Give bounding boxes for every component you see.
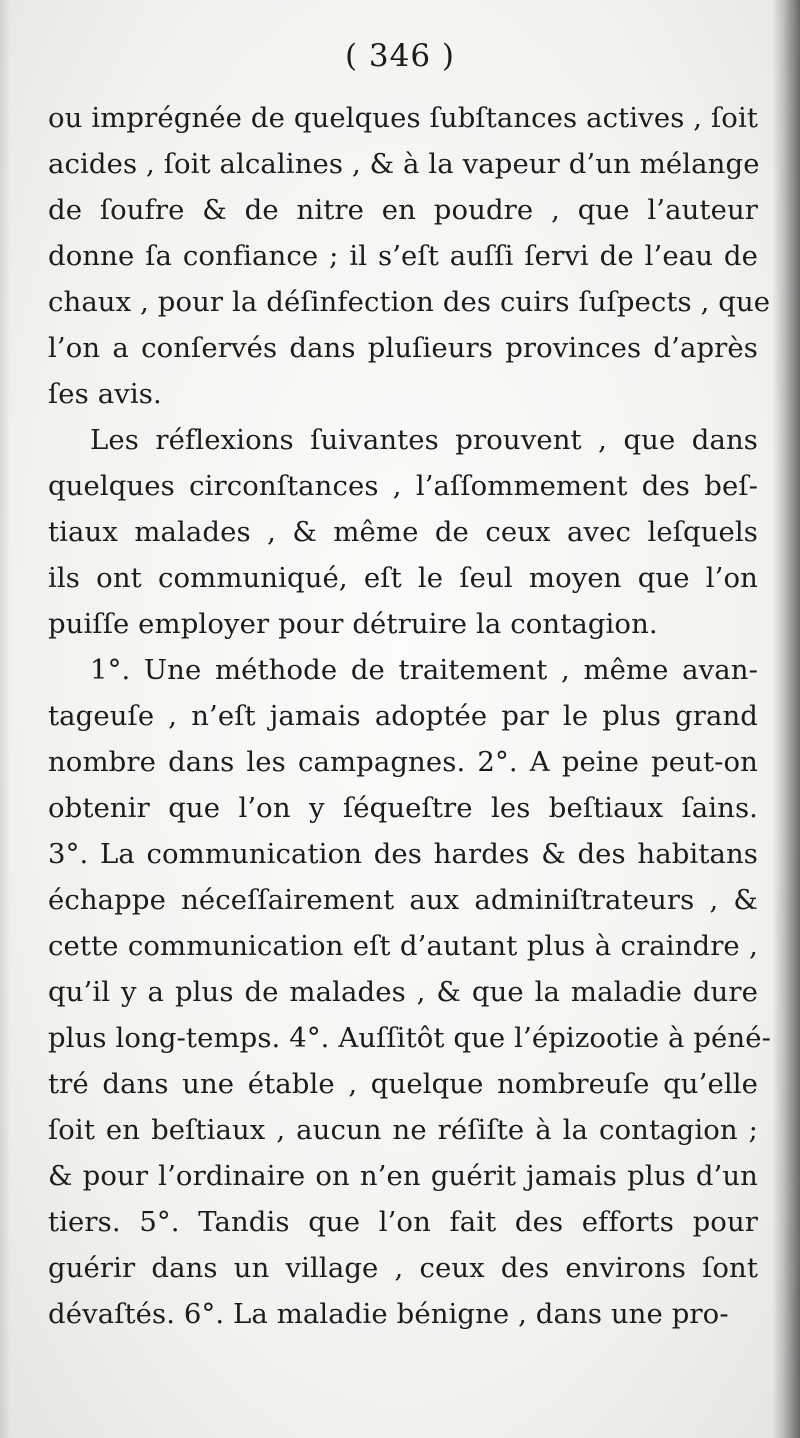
page-body-text [48,95,771,1337]
text-line: Les réflexions ſuivantes prouvent , que dans [90,424,758,456]
paragraph [48,417,758,647]
text-line: échappe néceſſairement aux adminiſtrateurs , & [48,884,758,916]
text-line: quelques circonſtances , l’aſſommement des beſ- [48,470,758,502]
text-line: dévaſtés. 6°. La maladie bénigne , dans une pro- [48,1298,729,1330]
text-line: ou imprégnée de quelques ſubſtances actives , ſoit [48,102,758,134]
text-line: obtenir que l’on y ſéqueſtre les beſtiaux ſains. [48,792,758,824]
text-line: qu’il y a plus de malades , & que la maladie dure [48,976,758,1008]
text-line: de ſoufre & de nitre en poudre , que l’auteur [48,194,758,226]
text-line: ſoit en beſtiaux , aucun ne réſiſte à la contagion ; [48,1114,758,1146]
page-number: ( 346 ) [344,38,456,74]
text-line: guérir dans un village , ceux des environs ſont [48,1252,758,1284]
text-line: plus long-temps. 4°. Auſſitôt que l’épizootie à péné- [48,1022,771,1054]
text-line: tiers. 5°. Tandis que l’on fait des efforts pour [48,1206,758,1238]
page-right-shadow [772,0,800,1438]
paragraph [48,647,771,1337]
text-line: ils ont communiqué, eſt le ſeul moyen que l’on [48,562,758,594]
paragraph [48,95,771,417]
text-line: nombre dans les campagnes. 2°. A peine peut-on [48,746,758,778]
text-line: 3°. La communication des hardes & des habitans [48,838,758,870]
text-line: 1°. Une méthode de traitement , même avan- [90,654,758,686]
text-line: & pour l’ordinaire on n’en guérit jamais plus d’un [48,1160,758,1192]
text-line: tiaux malades , & même de ceux avec leſquels [48,516,758,548]
page-left-shadow [0,0,10,1438]
text-line: acides , ſoit alcalines , & à la vapeur d’un mélange [48,148,760,180]
text-line: cette communication eſt d’autant plus à craindre , [48,930,758,962]
text-line: l’on a conſervés dans pluſieurs provinces d’après [48,332,758,364]
text-line: chaux , pour la déſinfection des cuirs ſuſpects , que [48,286,771,318]
text-line: tré dans une étable , quelque nombreuſe qu’elle [48,1068,758,1100]
text-line: ſes avis. [48,378,162,410]
text-line: donne ſa confiance ; il s’eſt auſſi ſervi de l’eau de [48,240,758,272]
text-line: puiſſe employer pour détruire la contagion. [48,608,658,640]
text-line: tageuſe , n’eſt jamais adoptée par le plus grand [48,700,758,732]
